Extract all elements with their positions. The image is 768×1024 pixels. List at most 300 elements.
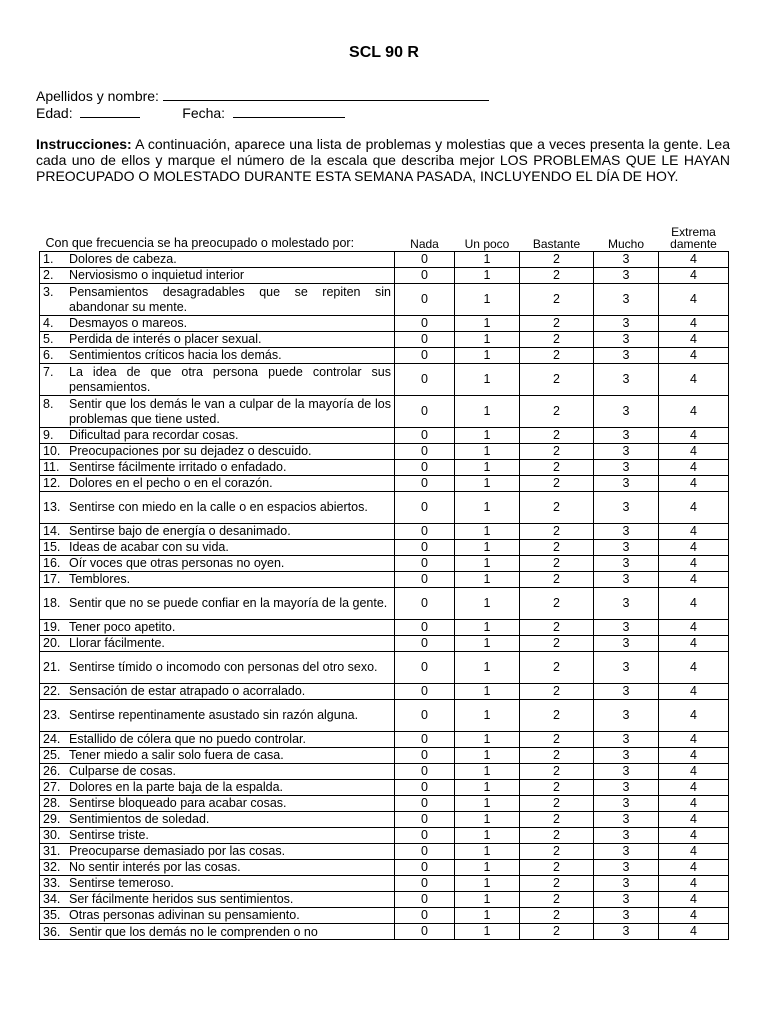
scale-option-un-poco[interactable]: 1 <box>455 396 520 428</box>
item-cell <box>40 828 395 844</box>
scale-option-nada[interactable]: 0 <box>395 428 455 444</box>
scale-option-nada[interactable]: 0 <box>395 524 455 540</box>
item-text: Tener poco apetito. <box>69 620 176 634</box>
item-text: Tener miedo a salir solo fuera de casa. <box>69 748 284 762</box>
scale-option-nada[interactable]: 0 <box>395 444 455 460</box>
item-text: Preocupaciones por su dejadez o descuido. <box>69 444 312 458</box>
scale-option-un-poco[interactable]: 1 <box>455 748 520 764</box>
scale-option-nada[interactable]: 0 <box>395 252 455 268</box>
table-row <box>40 844 729 860</box>
scale-option-extremadamente[interactable]: 4 <box>659 556 729 572</box>
scale-option-bastante[interactable]: 2 <box>520 876 594 892</box>
scale-option-un-poco[interactable]: 1 <box>455 284 520 316</box>
scale-option-nada[interactable]: 0 <box>395 332 455 348</box>
scale-option-mucho[interactable]: 3 <box>594 732 659 748</box>
item-number: 15. <box>43 540 61 554</box>
item-text: Sentirse bloqueado para acabar cosas. <box>69 796 287 810</box>
scale-option-extremadamente[interactable]: 4 <box>659 252 729 268</box>
scale-option-un-poco[interactable]: 1 <box>455 316 520 332</box>
scale-option-extremadamente[interactable]: 4 <box>659 476 729 492</box>
scale-option-nada[interactable]: 0 <box>395 844 455 860</box>
item-cell <box>40 268 395 284</box>
item-cell <box>40 492 395 524</box>
scale-option-nada[interactable]: 0 <box>395 540 455 556</box>
scale-option-mucho[interactable]: 3 <box>594 428 659 444</box>
item-number: 10. <box>43 444 61 458</box>
scale-option-extremadamente[interactable]: 4 <box>659 748 729 764</box>
scale-option-un-poco[interactable]: 1 <box>455 572 520 588</box>
item-number: 8. <box>43 396 54 411</box>
scale-option-un-poco[interactable]: 1 <box>455 780 520 796</box>
scale-option-nada[interactable]: 0 <box>395 828 455 844</box>
scale-option-nada[interactable]: 0 <box>395 684 455 700</box>
scale-option-extremadamente[interactable]: 4 <box>659 284 729 316</box>
table-row <box>40 316 729 332</box>
scale-option-mucho[interactable]: 3 <box>594 764 659 780</box>
scale-option-nada[interactable]: 0 <box>395 652 455 684</box>
scale-option-mucho[interactable]: 3 <box>594 780 659 796</box>
scale-option-bastante[interactable]: 2 <box>520 732 594 748</box>
scale-option-un-poco[interactable]: 1 <box>455 892 520 908</box>
item-number: 19. <box>43 620 61 634</box>
item-number: 16. <box>43 556 61 570</box>
name-field-row <box>36 86 489 104</box>
item-cell <box>40 924 395 940</box>
scale-option-bastante[interactable]: 2 <box>520 748 594 764</box>
item-number: 25. <box>43 748 61 762</box>
instructions-lead: Instrucciones: <box>36 136 132 152</box>
item-text: Culparse de cosas. <box>69 764 177 778</box>
scale-option-mucho[interactable]: 3 <box>594 540 659 556</box>
scale-option-extremadamente[interactable]: 4 <box>659 524 729 540</box>
scale-option-nada[interactable]: 0 <box>395 764 455 780</box>
age-blank[interactable] <box>80 103 140 118</box>
item-text: No sentir interés por las cosas. <box>69 860 241 874</box>
scale-option-mucho[interactable]: 3 <box>594 284 659 316</box>
symptom-scale-table <box>39 220 729 940</box>
scale-option-un-poco[interactable]: 1 <box>455 348 520 364</box>
item-number: 3. <box>43 284 54 299</box>
table-row <box>40 268 729 284</box>
scale-option-un-poco[interactable]: 1 <box>455 540 520 556</box>
scale-option-bastante[interactable]: 2 <box>520 700 594 732</box>
table-row <box>40 828 729 844</box>
scale-option-extremadamente[interactable]: 4 <box>659 364 729 396</box>
scale-option-extremadamente[interactable]: 4 <box>659 908 729 924</box>
scale-option-mucho[interactable]: 3 <box>594 476 659 492</box>
scale-option-mucho[interactable]: 3 <box>594 556 659 572</box>
item-number: 22. <box>43 684 61 698</box>
scale-option-mucho[interactable]: 3 <box>594 396 659 428</box>
document-title: SCL 90 R <box>349 44 419 61</box>
scale-option-extremadamente[interactable]: 4 <box>659 332 729 348</box>
scale-option-un-poco[interactable]: 1 <box>455 844 520 860</box>
scale-option-mucho[interactable]: 3 <box>594 652 659 684</box>
scale-option-un-poco[interactable]: 1 <box>455 812 520 828</box>
scale-option-nada[interactable]: 0 <box>395 876 455 892</box>
scale-option-mucho[interactable]: 3 <box>594 828 659 844</box>
scale-option-bastante[interactable]: 2 <box>520 796 594 812</box>
item-number: 9. <box>43 428 54 442</box>
scale-option-un-poco[interactable]: 1 <box>455 684 520 700</box>
scale-header-mucho: Mucho <box>607 237 645 251</box>
scale-option-un-poco[interactable]: 1 <box>455 252 520 268</box>
item-cell <box>40 812 395 828</box>
table-row <box>40 732 729 748</box>
table-header-row <box>40 220 729 252</box>
scale-option-un-poco[interactable]: 1 <box>455 524 520 540</box>
item-text: Nerviosismo o inquietud interior <box>69 268 245 282</box>
item-text: Sentirse con miedo en la calle o en espacios abiertos. <box>69 500 368 514</box>
scale-option-nada[interactable]: 0 <box>395 364 455 396</box>
table-row <box>40 908 729 924</box>
scale-option-nada[interactable]: 0 <box>395 700 455 732</box>
item-text: Preocuparse demasiado por las cosas. <box>69 844 286 858</box>
instructions <box>36 136 730 184</box>
scale-option-nada[interactable]: 0 <box>395 348 455 364</box>
item-cell <box>40 540 395 556</box>
item-text: Ser fácilmente heridos sus sentimientos. <box>69 892 294 906</box>
table-row <box>40 924 729 940</box>
item-number: 6. <box>43 348 54 362</box>
item-number: 23. <box>43 708 61 722</box>
scale-option-mucho[interactable]: 3 <box>594 444 659 460</box>
scale-option-extremadamente[interactable]: 4 <box>659 348 729 364</box>
table-row <box>40 748 729 764</box>
scale-option-bastante[interactable]: 2 <box>520 444 594 460</box>
scale-option-mucho[interactable]: 3 <box>594 844 659 860</box>
scale-option-extremadamente[interactable]: 4 <box>659 428 729 444</box>
scale-option-bastante[interactable]: 2 <box>520 860 594 876</box>
scale-option-extremadamente[interactable]: 4 <box>659 492 729 524</box>
item-number: 17. <box>43 572 61 586</box>
scale-option-nada[interactable]: 0 <box>395 460 455 476</box>
scale-option-bastante[interactable]: 2 <box>520 460 594 476</box>
scale-option-extremadamente[interactable]: 4 <box>659 764 729 780</box>
scale-option-nada[interactable]: 0 <box>395 284 455 316</box>
table-row <box>40 588 729 620</box>
table-row <box>40 332 729 348</box>
scale-option-nada[interactable]: 0 <box>395 892 455 908</box>
scale-option-bastante[interactable]: 2 <box>520 524 594 540</box>
scale-option-extremadamente[interactable]: 4 <box>659 892 729 908</box>
scale-option-mucho[interactable]: 3 <box>594 572 659 588</box>
scale-option-mucho[interactable]: 3 <box>594 460 659 476</box>
scale-option-nada[interactable]: 0 <box>395 620 455 636</box>
item-number: 28. <box>43 796 61 810</box>
scale-option-un-poco[interactable]: 1 <box>455 636 520 652</box>
scale-option-extremadamente[interactable]: 4 <box>659 924 729 940</box>
item-number: 14. <box>43 524 61 538</box>
item-cell <box>40 652 395 684</box>
scale-option-nada[interactable]: 0 <box>395 860 455 876</box>
scale-option-nada[interactable]: 0 <box>395 492 455 524</box>
scale-option-extremadamente[interactable]: 4 <box>659 396 729 428</box>
scale-option-extremadamente[interactable]: 4 <box>659 636 729 652</box>
table-row <box>40 348 729 364</box>
scale-option-mucho[interactable]: 3 <box>594 348 659 364</box>
item-text: Ideas de acabar con su vida. <box>69 540 229 554</box>
table-row <box>40 636 729 652</box>
scale-option-un-poco[interactable]: 1 <box>455 460 520 476</box>
scale-option-bastante[interactable]: 2 <box>520 828 594 844</box>
scale-option-nada[interactable]: 0 <box>395 796 455 812</box>
scale-option-bastante[interactable]: 2 <box>520 556 594 572</box>
item-cell <box>40 396 395 428</box>
scale-option-bastante[interactable]: 2 <box>520 588 594 620</box>
scale-option-extremadamente[interactable]: 4 <box>659 828 729 844</box>
item-number: 34. <box>43 892 61 906</box>
scale-option-un-poco[interactable]: 1 <box>455 700 520 732</box>
table-row <box>40 428 729 444</box>
scale-option-mucho[interactable]: 3 <box>594 620 659 636</box>
scale-option-mucho[interactable]: 3 <box>594 588 659 620</box>
scale-option-nada[interactable]: 0 <box>395 924 455 940</box>
table-row <box>40 284 729 316</box>
name-blank[interactable] <box>163 86 489 101</box>
item-number: 13. <box>43 500 61 514</box>
scale-option-nada[interactable]: 0 <box>395 812 455 828</box>
item-number: 26. <box>43 764 61 778</box>
item-number: 31. <box>43 844 61 858</box>
scale-option-un-poco[interactable]: 1 <box>455 444 520 460</box>
item-number: 30. <box>43 828 61 842</box>
item-cell <box>40 892 395 908</box>
date-blank[interactable] <box>233 103 345 118</box>
scale-option-nada[interactable]: 0 <box>395 316 455 332</box>
item-cell <box>40 684 395 700</box>
table-row <box>40 764 729 780</box>
scale-option-mucho[interactable]: 3 <box>594 876 659 892</box>
scale-option-bastante[interactable]: 2 <box>520 812 594 828</box>
scale-option-mucho[interactable]: 3 <box>594 636 659 652</box>
scale-option-un-poco[interactable]: 1 <box>455 332 520 348</box>
scale-option-mucho[interactable]: 3 <box>594 492 659 524</box>
scale-option-extremadamente[interactable]: 4 <box>659 796 729 812</box>
age-date-row <box>36 103 345 121</box>
table-row <box>40 556 729 572</box>
scale-option-nada[interactable]: 0 <box>395 636 455 652</box>
scale-option-bastante[interactable]: 2 <box>520 892 594 908</box>
scale-option-bastante[interactable]: 2 <box>520 332 594 348</box>
scale-option-un-poco[interactable]: 1 <box>455 588 520 620</box>
item-cell <box>40 588 395 620</box>
scale-option-mucho[interactable]: 3 <box>594 252 659 268</box>
scale-option-extremadamente[interactable]: 4 <box>659 700 729 732</box>
scale-option-nada[interactable]: 0 <box>395 556 455 572</box>
item-text: Oír voces que otras personas no oyen. <box>69 556 285 570</box>
item-number: 20. <box>43 636 61 650</box>
item-text: Sentir que los demás no le comprenden o no <box>69 925 318 938</box>
scale-option-nada[interactable]: 0 <box>395 268 455 284</box>
scale-option-un-poco[interactable]: 1 <box>455 876 520 892</box>
item-cell <box>40 748 395 764</box>
item-number: 24. <box>43 732 61 746</box>
scale-option-mucho[interactable]: 3 <box>594 332 659 348</box>
scale-option-nada[interactable]: 0 <box>395 572 455 588</box>
scale-header-nada: Nada <box>410 237 439 251</box>
scale-option-bastante[interactable]: 2 <box>520 476 594 492</box>
table-row <box>40 620 729 636</box>
item-number: 12. <box>43 476 61 490</box>
item-cell <box>40 732 395 748</box>
item-text: Desmayos o mareos. <box>69 316 188 330</box>
scale-option-extremadamente[interactable]: 4 <box>659 652 729 684</box>
item-number: 29. <box>43 812 61 826</box>
scale-option-extremadamente[interactable]: 4 <box>659 732 729 748</box>
item-number: 2. <box>43 268 54 282</box>
scale-option-nada[interactable]: 0 <box>395 588 455 620</box>
scale-option-extremadamente[interactable]: 4 <box>659 444 729 460</box>
scale-option-nada[interactable]: 0 <box>395 908 455 924</box>
item-text: Sentirse repentinamente asustado sin razón alguna. <box>69 708 359 722</box>
scale-option-mucho[interactable]: 3 <box>594 812 659 828</box>
scale-option-bastante[interactable]: 2 <box>520 396 594 428</box>
scale-option-bastante[interactable]: 2 <box>520 780 594 796</box>
scale-option-mucho[interactable]: 3 <box>594 748 659 764</box>
item-number: 27. <box>43 780 61 794</box>
item-text: Sentimientos de soledad. <box>69 812 210 826</box>
scale-option-mucho[interactable]: 3 <box>594 860 659 876</box>
scale-option-mucho[interactable]: 3 <box>594 924 659 940</box>
item-cell <box>40 700 395 732</box>
table-row <box>40 684 729 700</box>
item-text: Sensación de estar atrapado o acorralado. <box>69 684 306 698</box>
scale-option-un-poco[interactable]: 1 <box>455 492 520 524</box>
scale-option-extremadamente[interactable]: 4 <box>659 588 729 620</box>
item-text: Sentimientos críticos hacia los demás. <box>69 348 282 362</box>
scale-option-un-poco[interactable]: 1 <box>455 268 520 284</box>
table-row <box>40 860 729 876</box>
item-text: Sentirse triste. <box>69 828 149 842</box>
scale-option-bastante[interactable]: 2 <box>520 252 594 268</box>
scale-option-mucho[interactable]: 3 <box>594 684 659 700</box>
scale-option-un-poco[interactable]: 1 <box>455 860 520 876</box>
scale-option-bastante[interactable]: 2 <box>520 924 594 940</box>
scale-option-bastante[interactable]: 2 <box>520 268 594 284</box>
item-text: Dificultad para recordar cosas. <box>69 428 239 442</box>
scale-option-mucho[interactable]: 3 <box>594 892 659 908</box>
scale-option-un-poco[interactable]: 1 <box>455 364 520 396</box>
scale-option-bastante[interactable]: 2 <box>520 540 594 556</box>
scale-option-extremadamente[interactable]: 4 <box>659 572 729 588</box>
scale-option-extremadamente[interactable]: 4 <box>659 860 729 876</box>
scale-option-un-poco[interactable]: 1 <box>455 796 520 812</box>
item-cell <box>40 252 395 268</box>
item-cell <box>40 524 395 540</box>
scale-option-nada[interactable]: 0 <box>395 476 455 492</box>
scale-option-un-poco[interactable]: 1 <box>455 908 520 924</box>
scale-option-mucho[interactable]: 3 <box>594 524 659 540</box>
question-header: Con que frecuencia se ha preocupado o molestado por: <box>45 236 355 250</box>
item-number: 32. <box>43 860 61 874</box>
scale-option-nada[interactable]: 0 <box>395 780 455 796</box>
scale-option-un-poco[interactable]: 1 <box>455 556 520 572</box>
item-number: 1. <box>43 252 54 266</box>
scale-option-un-poco[interactable]: 1 <box>455 652 520 684</box>
scale-option-extremadamente[interactable]: 4 <box>659 316 729 332</box>
scale-option-bastante[interactable]: 2 <box>520 764 594 780</box>
item-text: Dolores en la parte baja de la espalda. <box>69 780 284 794</box>
scale-option-mucho[interactable]: 3 <box>594 796 659 812</box>
scale-option-nada[interactable]: 0 <box>395 748 455 764</box>
age-label: Edad: <box>36 105 73 121</box>
item-cell <box>40 780 395 796</box>
item-text: Sentir que no se puede confiar en la mayoría de la gente. <box>69 596 388 610</box>
table-row <box>40 780 729 796</box>
item-cell <box>40 556 395 572</box>
item-text: Dolores en el pecho o en el corazón. <box>69 476 273 490</box>
item-cell <box>40 796 395 812</box>
scale-option-extremadamente[interactable]: 4 <box>659 620 729 636</box>
item-cell <box>40 460 395 476</box>
scale-option-extremadamente[interactable]: 4 <box>659 780 729 796</box>
item-number: 36. <box>43 925 61 938</box>
scale-option-un-poco[interactable]: 1 <box>455 428 520 444</box>
scale-option-extremadamente[interactable]: 4 <box>659 844 729 860</box>
scale-option-bastante[interactable]: 2 <box>520 908 594 924</box>
scale-option-bastante[interactable]: 2 <box>520 428 594 444</box>
scale-option-mucho[interactable]: 3 <box>594 268 659 284</box>
scale-option-extremadamente[interactable]: 4 <box>659 684 729 700</box>
scale-option-un-poco[interactable]: 1 <box>455 476 520 492</box>
scale-option-un-poco[interactable]: 1 <box>455 764 520 780</box>
scale-option-extremadamente[interactable]: 4 <box>659 812 729 828</box>
scale-option-un-poco[interactable]: 1 <box>455 732 520 748</box>
scale-option-bastante[interactable]: 2 <box>520 572 594 588</box>
scale-option-mucho[interactable]: 3 <box>594 908 659 924</box>
item-cell <box>40 284 395 316</box>
scale-option-bastante[interactable]: 2 <box>520 316 594 332</box>
item-cell <box>40 332 395 348</box>
item-text: Llorar fácilmente. <box>69 636 165 650</box>
scale-option-nada[interactable]: 0 <box>395 732 455 748</box>
scale-option-bastante[interactable]: 2 <box>520 620 594 636</box>
item-number: 11. <box>43 460 60 474</box>
scale-option-un-poco[interactable]: 1 <box>455 828 520 844</box>
scale-option-mucho[interactable]: 3 <box>594 316 659 332</box>
item-cell <box>40 908 395 924</box>
date-label: Fecha: <box>182 105 226 121</box>
scale-option-bastante[interactable]: 2 <box>520 652 594 684</box>
scale-option-un-poco[interactable]: 1 <box>455 924 520 940</box>
scale-option-extremadamente[interactable]: 4 <box>659 540 729 556</box>
table-row <box>40 652 729 684</box>
item-cell <box>40 636 395 652</box>
scale-option-extremadamente[interactable]: 4 <box>659 460 729 476</box>
scale-option-bastante[interactable]: 2 <box>520 348 594 364</box>
scale-option-bastante[interactable]: 2 <box>520 492 594 524</box>
scale-option-nada[interactable]: 0 <box>395 396 455 428</box>
scale-option-un-poco[interactable]: 1 <box>455 620 520 636</box>
table-row <box>40 796 729 812</box>
scale-option-bastante[interactable]: 2 <box>520 284 594 316</box>
scale-option-bastante[interactable]: 2 <box>520 844 594 860</box>
scale-option-extremadamente[interactable]: 4 <box>659 268 729 284</box>
scale-option-mucho[interactable]: 3 <box>594 700 659 732</box>
scale-option-bastante[interactable]: 2 <box>520 684 594 700</box>
scale-option-mucho[interactable]: 3 <box>594 364 659 396</box>
table-row <box>40 812 729 828</box>
scale-header-un-poco: Un poco <box>464 237 510 251</box>
table-row <box>40 364 729 396</box>
item-cell <box>40 572 395 588</box>
scale-option-extremadamente[interactable]: 4 <box>659 876 729 892</box>
item-number: 5. <box>43 332 54 346</box>
scale-option-bastante[interactable]: 2 <box>520 636 594 652</box>
table-row <box>40 444 729 460</box>
scale-option-bastante[interactable]: 2 <box>520 364 594 396</box>
